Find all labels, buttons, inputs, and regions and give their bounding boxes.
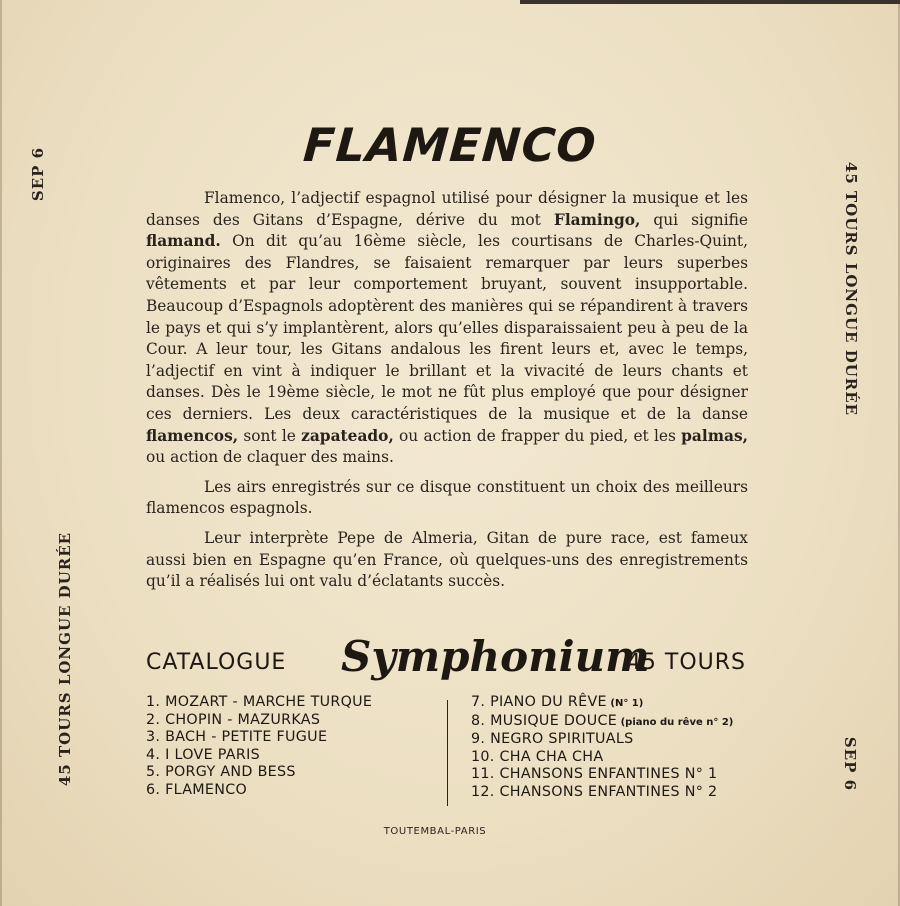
column-divider (447, 700, 448, 806)
bold-term: Flamingo, (553, 210, 641, 229)
catalogue-item-title: 12. CHANSONS ENFANTINES N° 2 (471, 783, 718, 800)
paragraph-performer: Leur interprète Pepe de Almeria, Gitan de pure race, est fameux aussi bien en Espagne qu’en France, où quelques-uns des enregistrements qu’il a réalisés lui ont valu d’éclatants succès. (146, 528, 748, 591)
catalogue-item (471, 749, 733, 767)
spine-label-left: 45 TOURS LONGUE DURÉE (56, 531, 74, 787)
catalogue-list-right (471, 694, 733, 802)
catalogue-item-title: 7. PIANO DU RÊVE (471, 694, 607, 710)
text-segment: qui signifie (640, 210, 749, 229)
top-edge-shadow (520, 0, 900, 4)
catalogue-item (471, 694, 733, 713)
catalogue-item-note: (N° 1) (606, 698, 644, 709)
bold-term: palmas, (681, 426, 749, 445)
catalogue-item (471, 784, 733, 802)
text-segment: sont le (238, 426, 302, 445)
text-segment: ou action de frapper du pied, et les (393, 426, 682, 445)
bold-term: flamand. (146, 232, 221, 251)
paragraph-selection: Les airs enregistrés sur ce disque constituent un choix des meilleurs flamencos espagnols. (146, 477, 748, 518)
format-label: 45 TOURS (626, 650, 746, 675)
page-title: FLAMENCO (301, 118, 599, 172)
catalogue-item: 5. PORGY AND BESS (146, 764, 296, 781)
bold-term: zapateado, (301, 426, 394, 445)
catalogue-label: CATALOGUE (146, 650, 287, 675)
text-segment: ou action de claquer des mains. (146, 448, 394, 467)
brand-logo: Symphonium (341, 632, 650, 681)
spine-code-right: SEP 6 (841, 736, 859, 792)
text-segment: On dit qu’au 16ème siècle, les courtisans de Charles-Quint, originaires des Flandres, se faisaient remarquer par leurs superbes vêtements et par leur comportement bruyant, souvent insupportable. Beaucoup d’Espagnols adoptèrent des manières qui se répandirent à travers le pays et qui s’y implantèrent, alors qu’elles disparaissaient peu à peu de la Cour. A leur tour, les Gitans andalous les firent leurs et, avec le temps, l’adjectif en vint à indiquer le brillant et la vivacité de leurs chants et danses. Dès le 19ème siècle, le mot ne fût plus employé que pour désigner ces derniers. Les deux caractéristiques de la musique et de la danse (146, 232, 748, 423)
catalogue-item-title: 10. CHA CHA CHA (471, 748, 604, 765)
text-segment: Flamenco, l’adjectif espagnol utilisé pour désigner la musique et les danses des Gitans d’Espagne, dérive du mot (146, 189, 748, 229)
liner-notes (146, 188, 748, 601)
catalogue-item: 4. I LOVE PARIS (146, 746, 260, 763)
catalogue-item: 6. FLAMENCO (146, 781, 248, 798)
catalogue-item-note: (piano du rêve n° 2) (617, 716, 734, 728)
spine-code-left: SEP 6 (29, 146, 47, 202)
catalogue-header (146, 632, 756, 692)
catalogue-item-title: 9. NEGRO SPIRITUALS (471, 731, 634, 748)
catalogue-item: 1. MOZART - MARCHE TURQUE (146, 694, 373, 710)
bold-term: flamencos, (146, 426, 239, 445)
catalogue-item (471, 766, 733, 784)
catalogue-item (471, 713, 733, 732)
catalogue-item-title: 8. MUSIQUE DOUCE (471, 712, 618, 729)
spine-label-right: 45 TOURS LONGUE DURÉE (842, 161, 860, 417)
paragraph-history (146, 188, 748, 469)
catalogue-item-title: 11. CHANSONS ENFANTINES N° 1 (471, 766, 718, 783)
publisher-credit: TOUTEMBAL-PARIS (383, 826, 487, 837)
catalogue-item (471, 731, 733, 749)
catalogue-list-left (146, 694, 372, 800)
catalogue-item: 3. BACH - PETITE FUGUE (146, 729, 328, 746)
catalogue-item: 2. CHOPIN - MAZURKAS (146, 711, 321, 728)
left-edge (0, 0, 2, 906)
